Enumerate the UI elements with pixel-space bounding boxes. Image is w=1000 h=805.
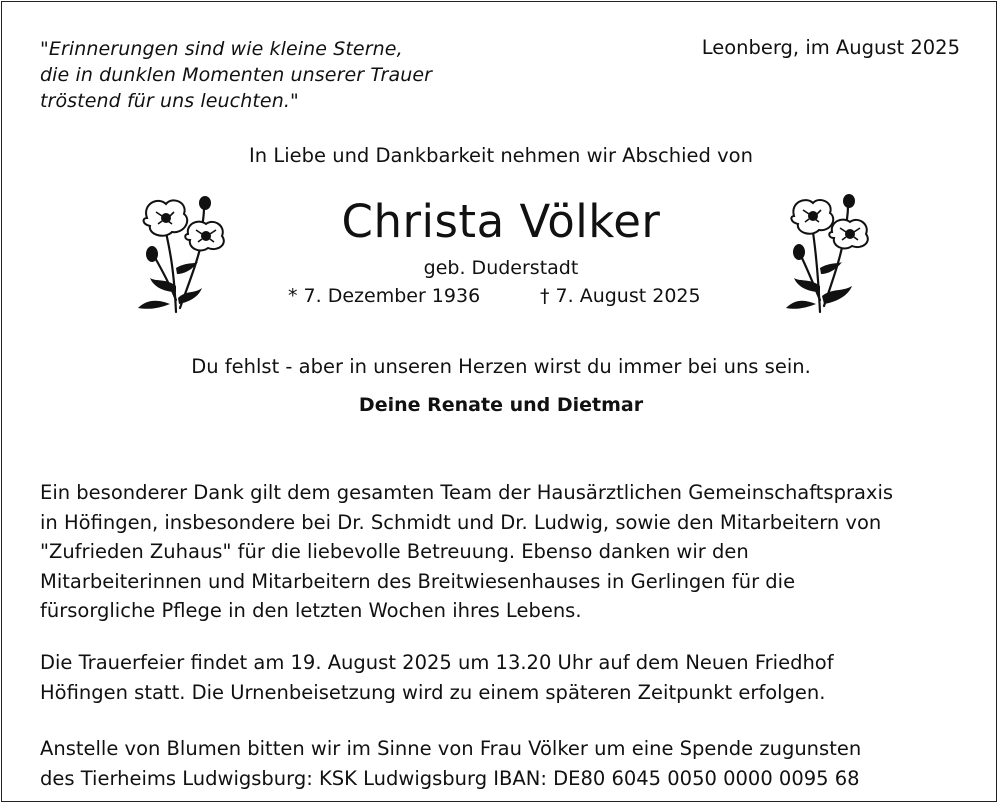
maiden-name: geb. Duderstadt bbox=[423, 257, 579, 279]
deceased-name: Christa Völker bbox=[341, 195, 661, 248]
text-line: in Höfingen, insbesondere bei Dr. Schmidt und Dr. Ludwig, sowie den Mitarbeitern von bbox=[40, 510, 882, 534]
signers: Deine Renate und Dietmar bbox=[358, 394, 644, 416]
donation-paragraph bbox=[40, 734, 980, 793]
text-line: Anstelle von Blumen bitten wir im Sinne von Frau Völker um eine Spende zugunsten bbox=[40, 737, 862, 760]
thanks-paragraph bbox=[40, 478, 980, 626]
life-dates bbox=[288, 285, 701, 307]
motto: Du fehlst - aber in unseren Herzen wirst du immer bei uns sein. bbox=[191, 355, 811, 378]
funeral-paragraph bbox=[40, 648, 980, 707]
text-line: fürsorgliche Pflege in den letzten Wochen ihres Lebens. bbox=[40, 599, 582, 622]
obituary-notice bbox=[1, 1, 997, 802]
quote-line: tröstend für uns leuchten." bbox=[40, 90, 299, 112]
birth-date: * 7. Dezember 1936 bbox=[288, 285, 481, 307]
text-line: Mitarbeiterinnen und Mitarbeitern des Breitwiesenhauses in Gerlingen für die bbox=[40, 569, 796, 593]
text-line: Die Trauerfeier findet am 19. August 2025 um 13.20 Uhr auf dem Neuen Friedhof bbox=[40, 651, 834, 674]
text-line: des Tierheims Ludwigsburg: KSK Ludwigsburg IBAN: DE80 6045 0050 0000 0095 68 bbox=[40, 766, 860, 790]
text-line: Höfingen statt. Die Urnenbeisetzung wird zu einem späteren Zeitpunkt erfolgen. bbox=[40, 680, 826, 704]
place-date: Leonberg, im August 2025 bbox=[701, 36, 960, 59]
quote-line: "Erinnerungen sind wie kleine Sterne, bbox=[40, 38, 403, 60]
quote bbox=[40, 36, 432, 114]
text-line: "Zufrieden Zuhaus" für die liebevolle Betreuung. Ebenso danken wir den bbox=[40, 540, 749, 563]
death-date: † 7. August 2025 bbox=[540, 285, 701, 307]
intro-line: In Liebe und Dankbarkeit nehmen wir Abschied von bbox=[249, 144, 753, 167]
text-line: Ein besonderer Dank gilt dem gesamten Team der Hausärztlichen Gemeinschaftspraxis bbox=[40, 481, 894, 504]
quote-line: die in dunklen Momenten unserer Trauer bbox=[40, 64, 433, 86]
